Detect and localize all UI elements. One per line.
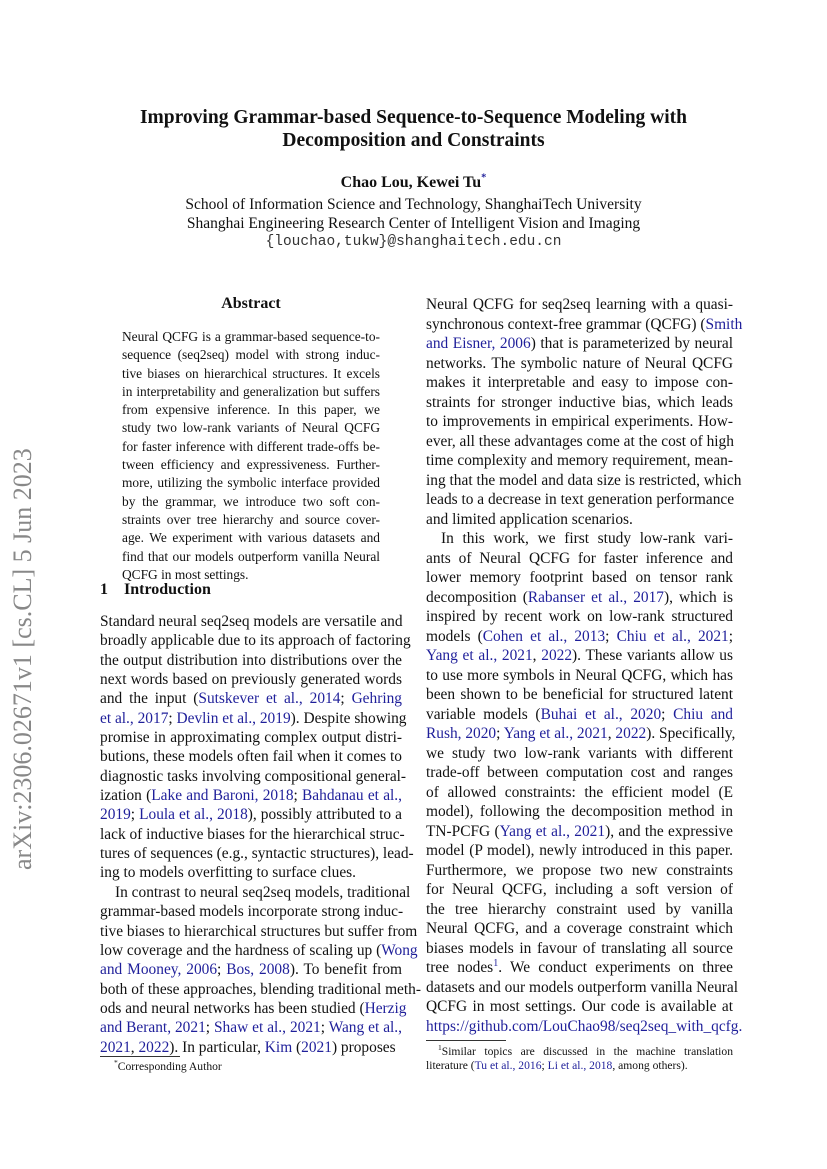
citation-link[interactable]: Devlin et al., 2019	[176, 709, 291, 727]
text-line	[100, 709, 407, 728]
text-span: to use more symbols in Neural QCFG, which has	[426, 666, 733, 684]
text-line	[122, 474, 380, 492]
abstract-body	[122, 328, 380, 584]
text-line	[426, 334, 733, 354]
text-span: In contrast to neural seq2seq models, traditional	[115, 883, 411, 901]
text-line	[122, 383, 380, 401]
text-span: ). Despite showing	[290, 709, 407, 727]
citation-link[interactable]: 2021	[100, 1038, 131, 1056]
text-line	[100, 960, 402, 979]
text-line	[426, 627, 733, 647]
text-span: ;	[168, 709, 177, 727]
footnote-right	[426, 1045, 733, 1073]
text-span: low coverage and the hardness of scaling up (	[100, 941, 382, 959]
text-span: from expensive inference. In this paper, we	[122, 402, 380, 418]
text-span: ), and the expressive	[605, 822, 733, 840]
text-line	[426, 685, 733, 705]
text-span: sequence (seq2seq) model with strong induc-	[122, 347, 380, 363]
text-line	[426, 919, 733, 939]
text-span: QCFG in most settings.	[122, 566, 249, 582]
text-span: variable models (	[426, 705, 541, 723]
text-span: ), possibly attributed to a	[247, 806, 402, 824]
text-line	[426, 939, 733, 959]
text-span: and limited application scenarios.	[426, 510, 633, 528]
text-span: tive biases to hierarchical structures but suffer from	[100, 922, 418, 940]
text-line	[426, 354, 733, 374]
text-line	[122, 346, 380, 364]
text-line	[426, 529, 733, 549]
author-email: {louchao,tukw}@shanghaitech.edu.cn	[265, 234, 562, 250]
text-line	[100, 612, 402, 631]
text-span: Similar topics are discussed in the machine translation	[441, 1045, 733, 1058]
text-span: we study two low-rank variants with different	[426, 744, 733, 762]
text-span: promise in approximating complex output distri-	[100, 729, 402, 747]
text-line	[426, 822, 733, 842]
text-span: model (P model), newly introduced in this paper.	[426, 842, 733, 859]
citation-link[interactable]: Smith	[705, 315, 743, 333]
text-span: synchronous context-free grammar (QCFG) (	[426, 315, 706, 333]
citation-link[interactable]: Yang et al., 2021	[426, 647, 533, 664]
text-span: decomposition (	[426, 588, 528, 606]
text-span: ,	[607, 725, 616, 742]
text-span: QCFG in most settings. Our code is available at	[426, 998, 733, 1015]
text-line	[426, 666, 733, 686]
text-span: tree nodes	[426, 959, 494, 976]
section-number: 1	[100, 581, 108, 598]
footnote-rule	[100, 1056, 180, 1057]
text-span: ;	[605, 627, 617, 645]
text-span: in interpretability and generalization but suffers	[122, 383, 380, 399]
citation-link[interactable]: Chiu et al., 2021	[616, 627, 729, 645]
text-span: ), which is	[664, 588, 733, 606]
citation-link[interactable]: Rush, 2020	[426, 725, 497, 742]
footnote-left	[114, 1060, 222, 1074]
text-line	[100, 805, 402, 824]
citation-link[interactable]: Yang et al., 2021	[499, 822, 606, 840]
text-line	[426, 744, 733, 764]
citation-link[interactable]: Bahdanau et al.,	[302, 787, 402, 805]
citation-link[interactable]: Herzig	[364, 999, 407, 1017]
text-span: for faster inference with different trade-offs be-	[122, 438, 380, 454]
text-span: ing to models overfitting to surface clues.	[100, 864, 357, 882]
citation-link[interactable]: Yang et al., 2021	[503, 725, 608, 742]
text-line	[426, 783, 733, 803]
text-line	[100, 883, 411, 902]
text-span: the output distribution into distributions over the	[100, 651, 402, 669]
text-line	[122, 456, 380, 474]
text-span: networks. The symbolic nature of Neural QCFG	[426, 354, 733, 372]
footnote-lines	[426, 1045, 733, 1073]
text-line	[426, 841, 733, 861]
text-line	[426, 315, 743, 335]
footnote-mark: *	[114, 1058, 118, 1068]
text-span: straints over tree hierarchy and source cover-	[122, 511, 380, 527]
text-line	[100, 863, 402, 882]
text-line	[426, 705, 733, 725]
text-span: tures of sequences (e.g., syntactic structures), lead-	[100, 845, 414, 863]
text-span: study two low-rank variants of Neural QCFG	[122, 420, 380, 436]
text-span: to improvements in empirical experiments. How-	[426, 413, 733, 430]
citation-link[interactable]: Chiu and	[673, 705, 733, 723]
text-span: datasets and our models outperform vanilla Neural	[426, 978, 738, 996]
text-line	[122, 419, 380, 437]
citation-link[interactable]: Buhai et al., 2020	[540, 705, 662, 723]
text-line	[426, 471, 742, 491]
title-line: Improving Grammar-based Sequence-to-Sequence Modeling with	[139, 107, 688, 128]
text-line	[100, 786, 402, 805]
text-line	[100, 767, 407, 786]
text-line	[122, 365, 380, 383]
text-line	[426, 373, 733, 393]
text-span: models (	[426, 627, 483, 645]
text-span: more, utilizing the symbolic interface provided	[122, 475, 380, 491]
citation-link[interactable]: Sutskever et al., 2014	[198, 690, 341, 708]
text-span: Neural QCFG for seq2seq learning with a quasi-	[426, 296, 733, 313]
text-span: ever, all these advantages come at the cost of high	[426, 432, 734, 450]
text-span: Neural QCFG, and a coverage constraint which	[426, 920, 733, 937]
text-span: In this work, we first study low-rank vari-	[441, 530, 733, 547]
text-line	[100, 1038, 402, 1057]
text-span: ants of Neural QCFG for faster inference and	[426, 549, 733, 567]
text-line	[100, 922, 418, 941]
text-span: ) proposes	[331, 1038, 396, 1056]
text-span: (	[292, 1038, 302, 1056]
text-span: broadly applicable due to its approach of factoring	[100, 632, 411, 650]
text-line	[100, 844, 414, 863]
text-span: ) that is parameterized by neural	[530, 335, 734, 352]
footnote-mark: 1	[438, 1043, 442, 1053]
text-line	[426, 900, 733, 920]
text-line	[426, 646, 733, 666]
citation-link[interactable]: and Berant, 2021	[100, 1019, 206, 1037]
text-span: ). Specifically,	[646, 725, 736, 742]
text-span: ization (	[100, 787, 152, 805]
text-line	[100, 651, 402, 670]
text-span: TN-PCFG (	[426, 822, 500, 840]
text-span: ing that the model and data size is restricted, which	[426, 471, 742, 489]
text-line	[100, 689, 402, 708]
citation-link[interactable]: and Mooney, 2006	[100, 961, 218, 979]
text-span: and the input (	[100, 690, 199, 708]
text-span: next words based on previously generated words	[100, 671, 402, 689]
text-line	[100, 825, 405, 844]
text-span: ). To benefit from	[289, 961, 403, 979]
text-line	[426, 393, 733, 413]
text-line	[426, 588, 733, 608]
text-span: by the grammar, we introduce two soft con-	[122, 493, 380, 509]
affiliation: School of Information Science and Technology, ShanghaiTech University	[185, 196, 642, 213]
section-heading	[100, 581, 211, 599]
text-line	[426, 958, 733, 978]
section-title: Introduction	[124, 581, 211, 598]
text-line	[122, 493, 380, 511]
text-line	[426, 490, 733, 510]
text-span: ;	[661, 705, 674, 723]
citation-link[interactable]: Kim	[264, 1038, 293, 1056]
citation-link[interactable]: 2021	[301, 1038, 332, 1056]
text-line	[122, 401, 380, 419]
authors	[0, 174, 827, 192]
text-span: Neural QCFG is a grammar-based sequence-to-	[122, 329, 380, 344]
text-line	[100, 941, 418, 960]
footnote-rule	[426, 1040, 506, 1041]
text-line	[426, 432, 733, 452]
text-span: ;	[217, 961, 227, 979]
text-span: ;	[340, 690, 352, 708]
text-line	[100, 902, 402, 921]
text-span: makes it interpretable and easy to impose con-	[426, 374, 733, 391]
text-span: the tree hierarchy constraint used by vanilla	[426, 900, 733, 918]
abstract-heading: Abstract	[221, 295, 281, 312]
citation-link[interactable]: et al., 2017	[100, 709, 169, 727]
citation-link[interactable]: Wong	[381, 941, 418, 959]
text-span: for Neural QCFG, including a soft version of	[426, 881, 733, 898]
text-span: literature (	[426, 1059, 475, 1072]
text-line	[100, 980, 421, 999]
title-line: Decomposition and Constraints	[282, 130, 545, 151]
text-span: , among others).	[612, 1059, 688, 1072]
text-span: tive biases on hierarchical structures. It excels	[122, 365, 380, 381]
text-span: ods and neural networks has been studied (	[100, 999, 365, 1017]
text-span: ;	[130, 806, 140, 824]
text-line	[426, 295, 733, 315]
text-span: grammar-based models incorporate strong induc-	[100, 903, 404, 921]
text-span: . We conduct experiments on three	[498, 959, 733, 976]
citation-link[interactable]: https://github.com/LouChao98/seq2seq_with_qcfg.	[426, 1017, 743, 1035]
text-span: inspired by recent work on low-rank structured	[426, 608, 733, 625]
citation-link[interactable]: Bos, 2008	[226, 961, 290, 979]
text-line	[426, 1017, 743, 1037]
text-line	[426, 1045, 733, 1059]
text-line	[122, 529, 380, 547]
right-column-body	[426, 295, 743, 1036]
text-line	[426, 763, 733, 783]
text-line	[426, 802, 733, 822]
citation-link[interactable]: Rabanser et al., 2017	[527, 588, 664, 606]
text-line	[426, 510, 733, 530]
text-span: ,	[532, 647, 542, 664]
text-span: of allowed constraints: the efficient model (E	[426, 783, 733, 801]
text-line	[122, 511, 380, 529]
text-span: leads to a decrease in text generation performance	[426, 491, 735, 508]
text-span: butions, these models often fail when it comes to	[100, 748, 402, 766]
text-span: ;	[541, 1059, 548, 1072]
text-line	[122, 438, 380, 456]
text-line	[426, 607, 733, 627]
text-span: lack of inductive biases for the hierarchical struc-	[100, 825, 405, 843]
text-span: diagnostic tasks involving compositional general-	[100, 767, 407, 785]
text-line	[100, 631, 411, 650]
text-line	[426, 978, 738, 998]
text-span: ,	[130, 1038, 139, 1056]
text-span: model), following the decomposition method in	[426, 803, 733, 820]
text-line	[426, 724, 736, 744]
text-span: ;	[205, 1019, 214, 1037]
text-line	[426, 451, 733, 471]
text-line	[426, 861, 733, 881]
citation-link[interactable]: Li et al., 2018	[547, 1059, 613, 1072]
citation-link[interactable]: Gehring	[351, 690, 402, 708]
citation-link[interactable]: 2022	[541, 647, 573, 664]
citation-link[interactable]: 2022	[615, 725, 647, 742]
text-span: tween efficiency and expressiveness. Further-	[122, 457, 380, 473]
citation-link[interactable]: Cohen et al., 2013	[482, 627, 606, 645]
text-line	[100, 1018, 402, 1037]
text-span: Furthermore, we propose two new constraints	[426, 861, 733, 879]
text-span: find that our models outperform vanilla Neural	[122, 548, 380, 564]
text-span: ;	[320, 1019, 329, 1037]
text-line	[426, 568, 733, 588]
text-line	[100, 999, 407, 1018]
corresponding-author-mark[interactable]: *	[481, 172, 487, 184]
citation-link[interactable]: and Eisner, 2006	[426, 335, 531, 352]
text-span: lower memory footprint based on tensor rank	[426, 569, 733, 586]
text-span: biases models in favour of translating all source	[426, 939, 733, 957]
text-line	[100, 728, 402, 747]
arxiv-identifier-stamp: arXiv:2306.02671v1 [cs.CL] 5 Jun 2023	[8, 448, 37, 870]
text-line	[122, 328, 380, 346]
text-line	[100, 670, 402, 689]
text-line	[426, 549, 733, 569]
text-line	[426, 997, 733, 1017]
text-span: age. We experiment with various datasets and	[122, 530, 380, 546]
citation-link[interactable]: Tu et al., 2016	[474, 1059, 542, 1072]
text-line	[426, 412, 733, 432]
citation-link[interactable]: 2019	[100, 806, 131, 824]
footnote-text: Corresponding Author	[117, 1060, 222, 1073]
left-column-body	[100, 612, 421, 1057]
citation-link[interactable]: Loula et al., 2018	[139, 806, 248, 824]
citation-link[interactable]: Lake and Baroni, 2018	[151, 787, 294, 805]
footnote-ref-link[interactable]: 1	[493, 957, 499, 969]
author-names: Chao Lou, Kewei Tu	[340, 174, 482, 191]
text-span: Standard neural seq2seq models are versatile and	[100, 613, 403, 630]
text-line	[426, 880, 733, 900]
text-span: ;	[293, 787, 303, 805]
text-line	[122, 548, 380, 566]
text-span: time complexity and memory requirement, mean-	[426, 452, 733, 469]
citation-link[interactable]: Shaw et al., 2021	[214, 1019, 321, 1037]
text-span: both of these approaches, blending traditional meth-	[100, 980, 421, 998]
text-span: ). In particular,	[169, 1038, 265, 1056]
text-span: ;	[728, 627, 734, 645]
text-span: ;	[496, 725, 504, 742]
text-span: been shown to be beneficial for structured latent	[426, 686, 733, 703]
text-line	[100, 747, 402, 766]
citation-link[interactable]: Wang et al.,	[328, 1019, 403, 1037]
citation-link[interactable]: 2022	[138, 1038, 170, 1056]
paper-title	[0, 106, 827, 152]
text-line	[426, 1059, 733, 1073]
text-span: ). These variants allow us	[572, 647, 733, 664]
affiliation: Shanghai Engineering Research Center of Intelligent Vision and Imaging	[186, 215, 641, 232]
text-span: trade-off between computation cost and ranges	[426, 764, 733, 781]
text-span: straints for stronger inductive bias, which leads	[426, 393, 733, 411]
